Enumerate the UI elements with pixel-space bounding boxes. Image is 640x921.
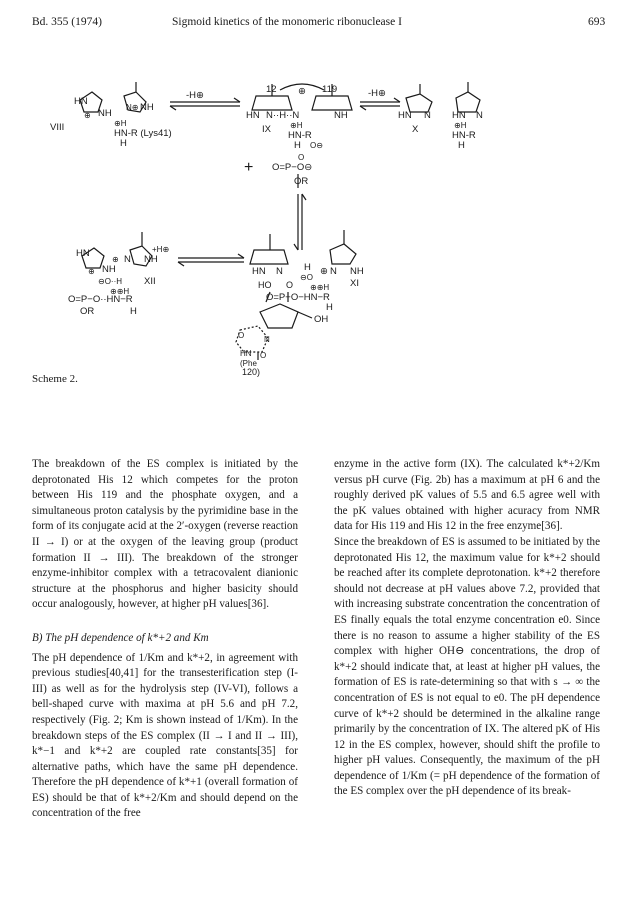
- running-title: Sigmoid kinetics of the monomeric ribonuclease I: [172, 16, 402, 28]
- plus-sign: +: [244, 159, 254, 176]
- right-column: [334, 457, 600, 800]
- svg-text:N··H··N: N··H··N: [266, 110, 300, 121]
- svg-text:H: H: [326, 302, 333, 313]
- label-xii: XII: [144, 276, 156, 287]
- svg-text:⊕H: ⊕H: [454, 121, 467, 130]
- section-heading: B) The pH dependence of k*+2 and Km: [32, 631, 209, 644]
- svg-text:O: O: [238, 331, 245, 340]
- svg-text:O=P−O−HN−R: O=P−O−HN−R: [266, 292, 330, 303]
- arrow-plus-h: +H⊕: [152, 245, 170, 254]
- svg-text:⊕: ⊕: [88, 267, 95, 276]
- svg-text:⊕H: ⊕H: [114, 119, 127, 128]
- svg-text:H: H: [120, 138, 127, 149]
- svg-text:N: N: [424, 110, 431, 121]
- svg-text:HN: HN: [452, 110, 466, 121]
- left-paragraph-2: The pH dependence of 1/Km and k*+2, in agreement with previous studies[40,41] for the transesterification step (I-III) as well as for the hydrolysis step (IV-VI), follows a bell-shaped curve with maxima at pH 5.6 and pH 7.2, respectively (Fig. 2; Km is shown instead of 1/Km). In the breakdown steps of the ES complex (II → I and II → III), k*−1 and k*+2 are coupled rate constants[35] for alternative paths, which have the same pH dependence. Therefore the pH dependence of k*+1 (overall formation of ES) should be that of k*+2/Km and should depend on the concentration of the free: [32, 651, 298, 820]
- svg-text:H: H: [458, 140, 465, 151]
- label-lys: HN-R (Lys41): [114, 128, 172, 139]
- svg-text:H: H: [294, 140, 301, 151]
- svg-text:HN: HN: [76, 248, 90, 259]
- svg-text:NH: NH: [98, 108, 112, 119]
- svg-text:O=P−O··HN−R: O=P−O··HN−R: [68, 294, 133, 305]
- label-xi: XI: [350, 278, 359, 289]
- label-hnr-ix: HN-R: [288, 130, 312, 141]
- svg-text:N: N: [276, 266, 283, 277]
- svg-text:O⊖: O⊖: [310, 141, 323, 150]
- svg-text:HN: HN: [74, 96, 88, 107]
- label-ho: HO: [258, 280, 272, 290]
- journal-volume: Bd. 355 (1974): [32, 16, 102, 28]
- left-column: [32, 457, 298, 822]
- label-his12: 12: [266, 84, 277, 95]
- label-or-xii: OR: [80, 306, 95, 317]
- svg-text:NH: NH: [350, 266, 364, 277]
- svg-text:NH: NH: [102, 264, 116, 275]
- svg-text:⊕: ⊕: [84, 111, 91, 120]
- svg-text:O: O: [286, 280, 294, 290]
- svg-text:N: N: [476, 110, 483, 121]
- svg-text:⊕H: ⊕H: [290, 121, 303, 130]
- arrow-minus-h-left: -H⊕: [186, 90, 204, 101]
- scheme-caption: Scheme 2.: [32, 373, 78, 385]
- svg-text:N: N: [264, 335, 270, 344]
- svg-text:HN: HN: [252, 266, 266, 277]
- svg-text:O=P−O⊖: O=P−O⊖: [272, 162, 313, 173]
- svg-text:⊕: ⊕: [298, 86, 306, 97]
- svg-text:NH: NH: [144, 254, 158, 265]
- label-x: X: [412, 124, 419, 135]
- label-ix: IX: [262, 124, 271, 135]
- label-hnr-x: HN-R: [452, 130, 476, 141]
- svg-text:N: N: [330, 266, 337, 277]
- svg-text:⊖O··H: ⊖O··H: [98, 277, 123, 286]
- label-or-top: OR: [294, 176, 309, 187]
- svg-text:O: O: [260, 351, 267, 360]
- arrow-minus-h-right: -H⊕: [368, 88, 386, 99]
- svg-text:H: H: [130, 306, 137, 317]
- svg-text:O: O: [298, 153, 305, 162]
- svg-text:N⊕: N⊕: [126, 103, 139, 112]
- svg-text:⊖O: ⊖O: [300, 273, 313, 282]
- left-paragraph-1: The breakdown of the ES complex is initiated by the deprotonated His 12 which competes for the proton between His 119 and the phosphate oxygen, and a simultaneous proton catalysis by the pyrimidine base in the form of its conjugate acid at the 2′-oxygen (reverse reaction II → I) or at the oxygen of the leaving group (product formation II → III). The breakdown of the stronger enzyme-inhibitor complex with a tetracovalent dianionic structure at the phosphorus and higher basicity should occur analogously, however, at higher pH values[36].: [32, 458, 298, 611]
- page-number: 693: [588, 16, 606, 28]
- label-phe-number: 120): [242, 367, 261, 377]
- label-his119: 119: [322, 84, 338, 95]
- label-phe: (Phe: [240, 359, 257, 368]
- svg-text:HN: HN: [240, 349, 252, 358]
- svg-text:H: H: [304, 262, 311, 273]
- svg-text:HN: HN: [246, 110, 260, 121]
- label-viii: VIII: [50, 122, 65, 133]
- svg-text:⊕⊕H: ⊕⊕H: [310, 283, 330, 292]
- reaction-scheme-diagram: [40, 80, 510, 370]
- right-paragraph-1: enzyme in the active form (IX). The calculated k*+2/Km versus pH curve (Fig. 2b) has a maximum at pH 6 and the roughly derived pK values of 5.5 and 6.5 agree well with the pK values obtained with higher acuracy from NMR data for His 119 and His 12 in the free enzyme[36].: [334, 458, 600, 533]
- svg-text:NH: NH: [334, 110, 348, 121]
- label-oh: OH: [314, 314, 329, 325]
- svg-text:⊕⊕H: ⊕⊕H: [110, 287, 130, 296]
- svg-text:⊕: ⊕: [320, 266, 328, 277]
- svg-text:N: N: [124, 254, 131, 265]
- svg-text:HN: HN: [398, 110, 412, 121]
- svg-text:⊕: ⊕: [112, 255, 119, 264]
- svg-text:NH: NH: [140, 102, 154, 113]
- right-paragraph-2: Since the breakdown of ES is assumed to be initiated by the deprotonated His 12, the maximum value for k*+2 should be reached after its complete deprotonation. k*+2 therefore should not decrease at pH values above 7.2, provided that with increasing substrate concentration the concentration of ES finally equals the total enzyme concentration e0. Since there is no reason to assume a higher stability of the ES complex with higher OH⊖ concentrations, the drop of k*+2 should indicate that, at least at higher pH values, the formation of ES is rate-determining so that with s → ∞ the concentration of ES is not equal to e0. The pH dependence curve of k*+2 should be determined in the alkaline range primarily by the concentration of IX. The altered pK of His 12 in the ES complex, however, should shift the profile to higher pH values. Consequently, the maximum of the pH dependence of 1/Km (= pH dependence of the formation of the ES complex over the pH dependence of its break-: [334, 535, 600, 798]
